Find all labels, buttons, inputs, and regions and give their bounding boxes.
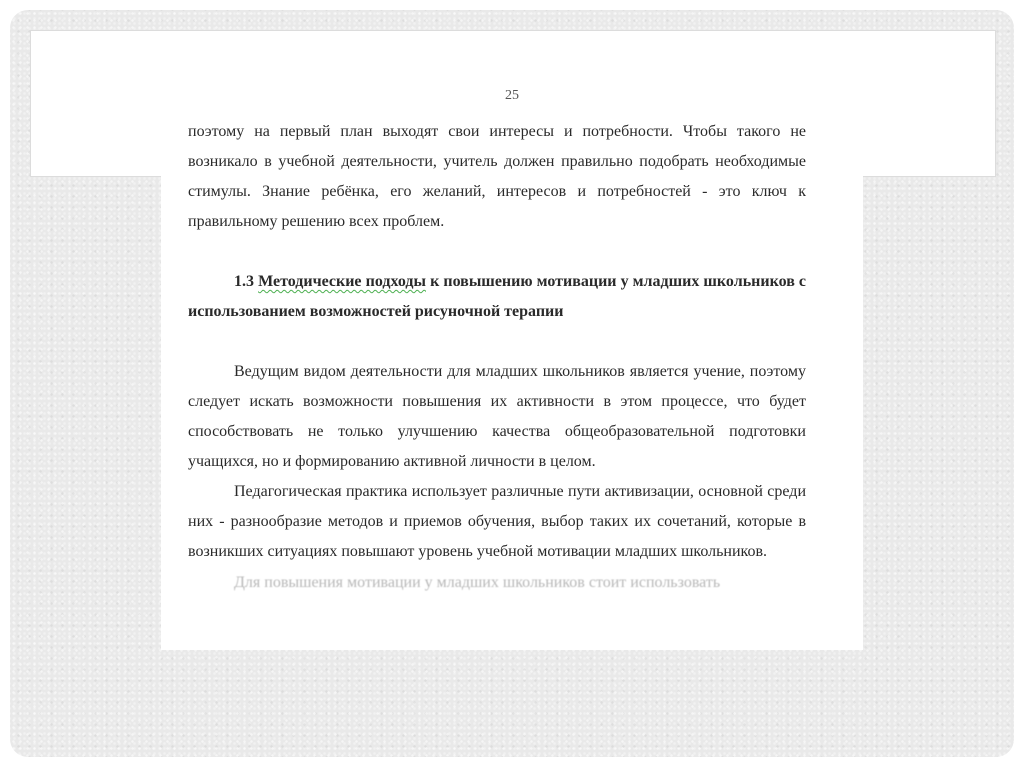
paragraph-3: Педагогическая практика использует различные пути активизации, основной среди них - разнообразие методов и приемов обучения, выбор таких их сочетаний, которые в возникших ситуациях повышают уровень учебной мотивации младших школьников. <box>188 483 806 560</box>
section-heading <box>188 267 806 327</box>
paragraph-4-partial: Для повышения мотивации у младших школьников стоит использовать <box>234 574 721 591</box>
page-number: 25 <box>505 88 519 103</box>
paragraph-1: поэтому на первый план выходят свои интересы и потребности. Чтобы такого не возникало в учебной деятельности, учитель должен правильно подобрать необходимые стимулы. Знание ребёнка, его желаний, интересов и потребностей - это ключ к правильному решению всех проблем. <box>188 123 806 230</box>
heading-number: 1.3 <box>234 273 254 290</box>
paragraph-2: Ведущим видом деятельности для младших школьников является учение, поэтому следует искать возможности повышения их активности в этом процессе, что будет способствовать не только улучшению качества общеобразовательной подготовки учащихся, но и формированию активной личности в целом. <box>188 363 806 470</box>
heading-spellcheck-marked: Методические подходы <box>258 273 426 290</box>
document-page-image <box>161 80 863 650</box>
document-text <box>188 117 806 593</box>
heading-rest: к повышению мотивации у младших школьников с использованием возможностей рисуночной терапии <box>188 273 807 320</box>
